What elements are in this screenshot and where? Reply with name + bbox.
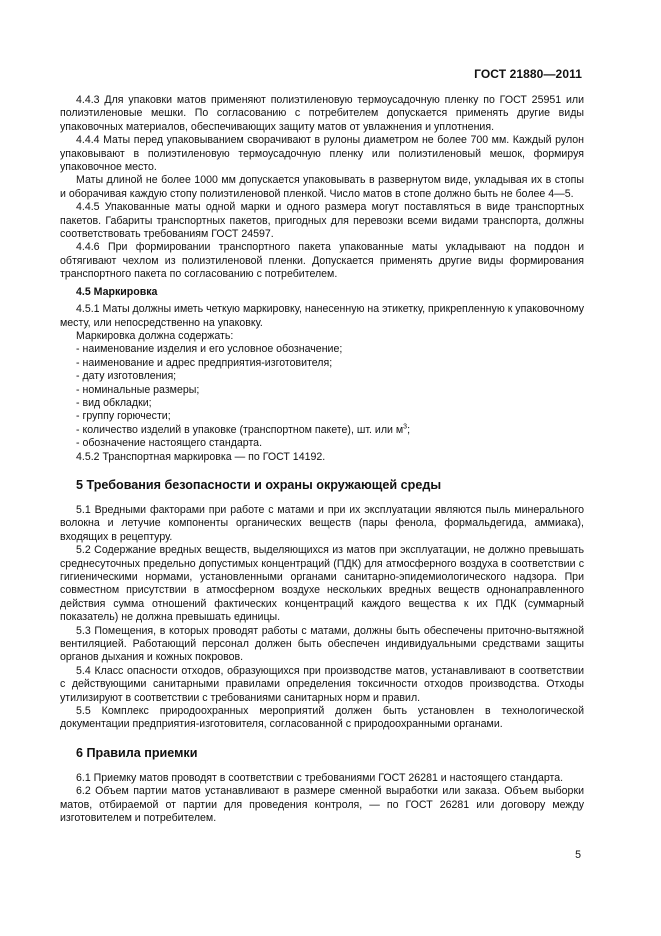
subsection-title-4-5: 4.5 Маркировка: [76, 285, 158, 298]
marking-item: - наименование изделия и его условное обозначение;: [76, 343, 343, 356]
paragraph-4-4-5: 4.4.5 Упакованные маты одной марки и одного размера могут поставляться в виде транспортных пакетов. Габариты транспортных пакетов, пригодных для перевозки всеми видами транспорта, должны соответствовать требованиям ГОСТ 24597.: [60, 201, 584, 241]
paragraph-4-4-3: 4.4.3 Для упаковки матов применяют полиэтиленовую термоусадочную пленку по ГОСТ 25951 или полиэтиленовые мешки. По согласованию с потребителем допускается применять другие виды упаковочных материалов, обеспечивающих защиту матов от увлажнения и уплотнения.: [60, 94, 584, 133]
marking-item: - обозначение настоящего стандарта.: [76, 437, 263, 450]
marking-intro: Маркировка должна содержать:: [76, 329, 234, 342]
paragraph-5-2: 5.2 Содержание вредных веществ, выделяющихся из матов при эксплуатации, не должно превышать среднесуточных предельно допустимых концентраций (ПДК) для атмосферного воздуха в соответствии с гигиеническими нормами, установленными органами санитарно-эпидемиологического надзора. При совместном присутствии в атмосферном воздухе нескольких вредных веществ однонаправленного действия сумма отношений фактических концентраций каждого вещества к их ПДК (суммарный показатель) не должна превышать единицы.: [60, 544, 584, 624]
paragraph-4-4-4-cont: Маты длиной не более 1000 мм допускается упаковывать в развернутом виде, укладывая их в стопы и оборачивая каждую стопу полиэтиленовой пленкой. Число матов в стопе должно быть не более 4—5.: [60, 174, 584, 200]
paragraph-5-3: 5.3 Помещения, в которых проводят работы с матами, должны быть обеспечены приточно-вытяжной вентиляцией. Работающий персонал должен быть обеспечен индивидуальными средствами защиты органов дыхания и кожных покровов.: [60, 624, 584, 664]
paragraph-5-4: 5.4 Класс опасности отходов, образующихся при производстве матов, устанавливают в соответствии с действующими санитарными правилами определения токсичности отходов производства. Отходы утилизируют в соответствии с требованиями санитарных норм и правил.: [60, 664, 584, 704]
paragraph-4-5-1: 4.5.1 Маты должны иметь четкую маркировку, нанесенную на этикетку, прикрепленную к упаковочному месту, или непосредственно на упаковку.: [60, 303, 584, 329]
marking-item: - номинальные размеры;: [76, 383, 200, 396]
paragraph-4-4-6: 4.4.6 При формировании транспортного пакета упакованные маты укладывают на поддон и обтягивают чехлом из полиэтиленовой пленки. Допускается применять другие виды формирования транспортного пакета по согласованию с потребителем.: [60, 241, 584, 281]
superscript-3: 3: [403, 423, 408, 431]
paragraph-6-2: 6.2 Объем партии матов устанавливают в размере сменной выработки или заказа. Объем выборки матов, отбираемой от партии для проведения контроля, — по ГОСТ 26281 или договору между изготовителем и потребителем.: [60, 785, 584, 825]
marking-item-quantity: [76, 424, 584, 437]
marking-item-quantity-text: - количество изделий в упаковке (транспортном пакете), шт. или м: [76, 423, 404, 436]
marking-item: - вид обкладки;: [76, 396, 152, 409]
marking-item: - наименование и адрес предприятия-изготовителя;: [76, 356, 333, 369]
document-code: ГОСТ 21880—2011: [474, 67, 582, 81]
document-body: [60, 94, 584, 826]
marking-item: - группу горючести;: [76, 410, 171, 423]
paragraph-6-1: 6.1 Приемку матов проводят в соответствии с требованиями ГОСТ 26281 и настоящего стандарта.: [76, 771, 564, 784]
paragraph-4-4-4: 4.4.4 Маты перед упаковыванием сворачивают в рулоны диаметром не более 700 мм. Каждый рулон упаковывают в полиэтиленовую термоусадочную пленку или полиэтиленовый мешок, формируя упаковочное место.: [60, 134, 584, 174]
section-title-5: 5 Требования безопасности и охраны окружающей среды: [76, 477, 442, 492]
marking-item: - дату изготовления;: [76, 370, 177, 383]
paragraph-4-5-2: 4.5.2 Транспортная маркировка — по ГОСТ 14192.: [76, 450, 326, 463]
marking-item-quantity-end: ;: [407, 423, 411, 436]
paragraph-5-1: 5.1 Вредными факторами при работе с матами и при их эксплуатации являются пыль минерального волокна и летучие компоненты органических веществ (пары фенола, формальдегида, аммиака), входящих в рецептуру.: [60, 503, 584, 543]
page-number: 5: [575, 849, 581, 861]
paragraph-5-5: 5.5 Комплекс природоохранных мероприятий должен быть установлен в технологической документации предприятия-изготовителя, согласованной с природоохранными органами.: [60, 705, 584, 731]
section-title-6: 6 Правила приемки: [76, 745, 198, 760]
